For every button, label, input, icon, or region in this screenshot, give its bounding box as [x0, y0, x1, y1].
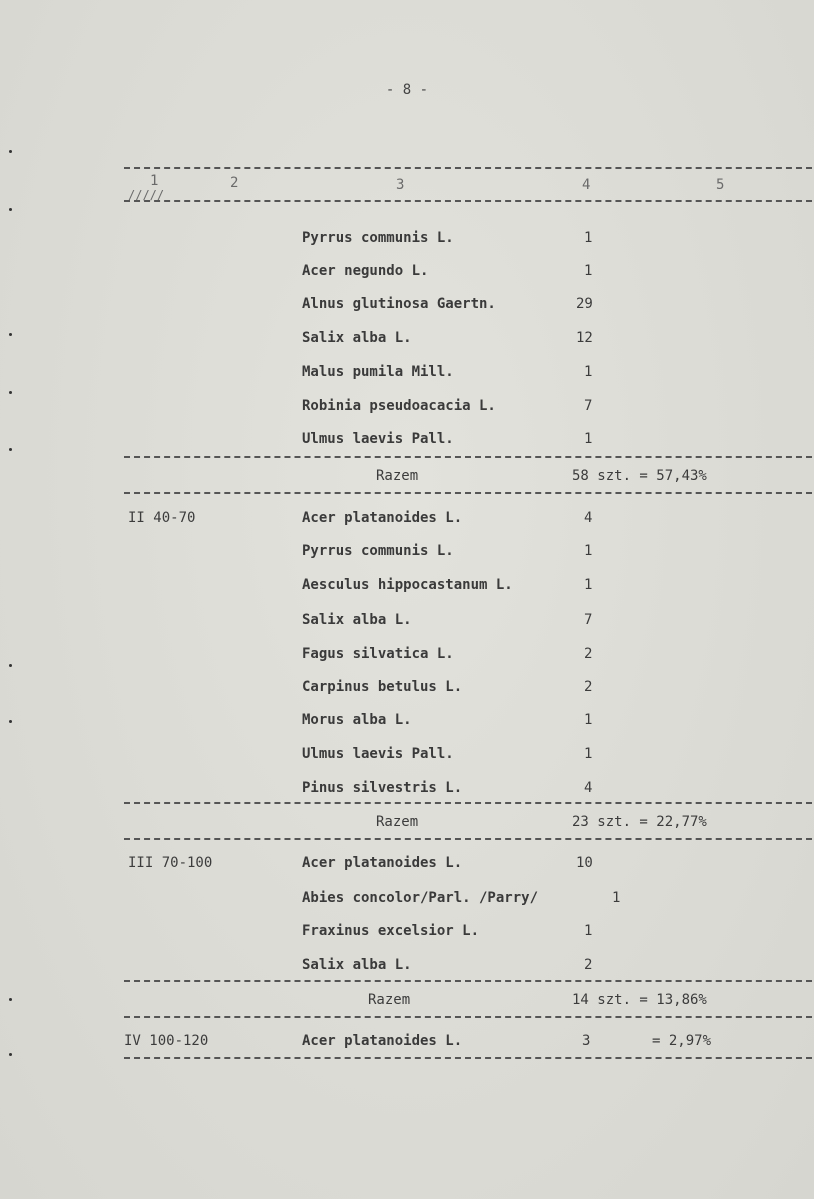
- margin-dot: [9, 1053, 12, 1056]
- margin-dot: [9, 391, 12, 394]
- header-col5: 5: [716, 177, 725, 193]
- species-count: 10: [576, 855, 593, 871]
- species-name: Salix alba L.: [302, 612, 412, 628]
- total-value: 58 szt. = 57,43%: [572, 468, 707, 484]
- species-name: Fagus silvatica L.: [302, 646, 454, 662]
- margin-dot: [9, 150, 12, 153]
- header-col4: 4: [582, 177, 591, 193]
- species-name: Aesculus hippocastanum L.: [302, 577, 513, 593]
- table-bottom-rule: [124, 1057, 812, 1059]
- header-col3: 3: [396, 177, 405, 193]
- species-name: Salix alba L.: [302, 957, 412, 973]
- species-count: 1: [584, 543, 593, 559]
- species-count: 4: [584, 510, 593, 526]
- species-name: Ulmus laevis Pall.: [302, 431, 454, 447]
- total-label: Razem: [368, 992, 411, 1008]
- margin-dot: [9, 998, 12, 1001]
- total-label: Razem: [376, 468, 419, 484]
- species-name: Acer platanoides L.: [302, 855, 463, 871]
- subtotal-top-rule: [124, 980, 812, 982]
- margin-dot: [9, 333, 12, 336]
- species-count: 1: [612, 890, 621, 906]
- species-count: 7: [584, 398, 593, 414]
- species-count: 1: [584, 712, 593, 728]
- species-count: 29: [576, 296, 593, 312]
- species-count: 1: [584, 230, 593, 246]
- species-count: 12: [576, 330, 593, 346]
- margin-dot: [9, 720, 12, 723]
- species-name: Pyrrus communis L.: [302, 230, 454, 246]
- header-bottom-rule: [124, 200, 812, 202]
- total-value: 23 szt. = 22,77%: [572, 814, 707, 830]
- margin-dot: [9, 664, 12, 667]
- species-count: 1: [584, 431, 593, 447]
- subtotal-bottom-rule: [124, 492, 812, 494]
- group-label: II 40-70: [128, 510, 196, 526]
- species-count: 1: [584, 577, 593, 593]
- header-col1: 1: [150, 173, 159, 189]
- total-label: Razem: [376, 814, 419, 830]
- species-name: Acer platanoides L.: [302, 510, 463, 526]
- margin-dot: [9, 448, 12, 451]
- species-count: 1: [584, 746, 593, 762]
- species-count: 3: [582, 1033, 591, 1049]
- species-count: 2: [584, 957, 593, 973]
- species-name: Fraxinus excelsior L.: [302, 923, 480, 939]
- subtotal-bottom-rule: [124, 838, 812, 840]
- species-count: 2: [584, 679, 593, 695]
- species-name: Carpinus betulus L.: [302, 679, 463, 695]
- table-top-rule: [124, 167, 812, 169]
- header-col2: 2: [230, 175, 239, 191]
- species-name: Acer platanoides L.: [302, 1033, 463, 1049]
- species-name: Salix alba L.: [302, 330, 412, 346]
- subtotal-top-rule: [124, 456, 812, 458]
- species-name: Pyrrus communis L.: [302, 543, 454, 559]
- group-label: III 70-100: [128, 855, 213, 871]
- page-number: - 8 -: [385, 82, 429, 98]
- species-name: Alnus glutinosa Gaertn.: [302, 296, 496, 312]
- subtotal-bottom-rule: [124, 1016, 812, 1018]
- species-name: Robinia pseudoacacia L.: [302, 398, 496, 414]
- species-count: 1: [584, 263, 593, 279]
- species-count: 2: [584, 646, 593, 662]
- header-col1-sub: /////: [128, 188, 165, 202]
- species-name: Acer negundo L.: [302, 263, 429, 279]
- species-count: 7: [584, 612, 593, 628]
- margin-dot: [9, 208, 12, 211]
- group-label: IV 100-120: [124, 1033, 209, 1049]
- species-name: Malus pumila Mill.: [302, 364, 454, 380]
- percent-value: = 2,97%: [652, 1033, 712, 1049]
- total-value: 14 szt. = 13,86%: [572, 992, 707, 1008]
- species-name: Morus alba L.: [302, 712, 412, 728]
- species-name: Pinus silvestris L.: [302, 780, 463, 796]
- species-name: Abies concolor/Parl. /Parry/: [302, 890, 539, 906]
- species-name: Ulmus laevis Pall.: [302, 746, 454, 762]
- species-count: 1: [584, 364, 593, 380]
- species-count: 1: [584, 923, 593, 939]
- subtotal-top-rule: [124, 802, 812, 804]
- species-count: 4: [584, 780, 593, 796]
